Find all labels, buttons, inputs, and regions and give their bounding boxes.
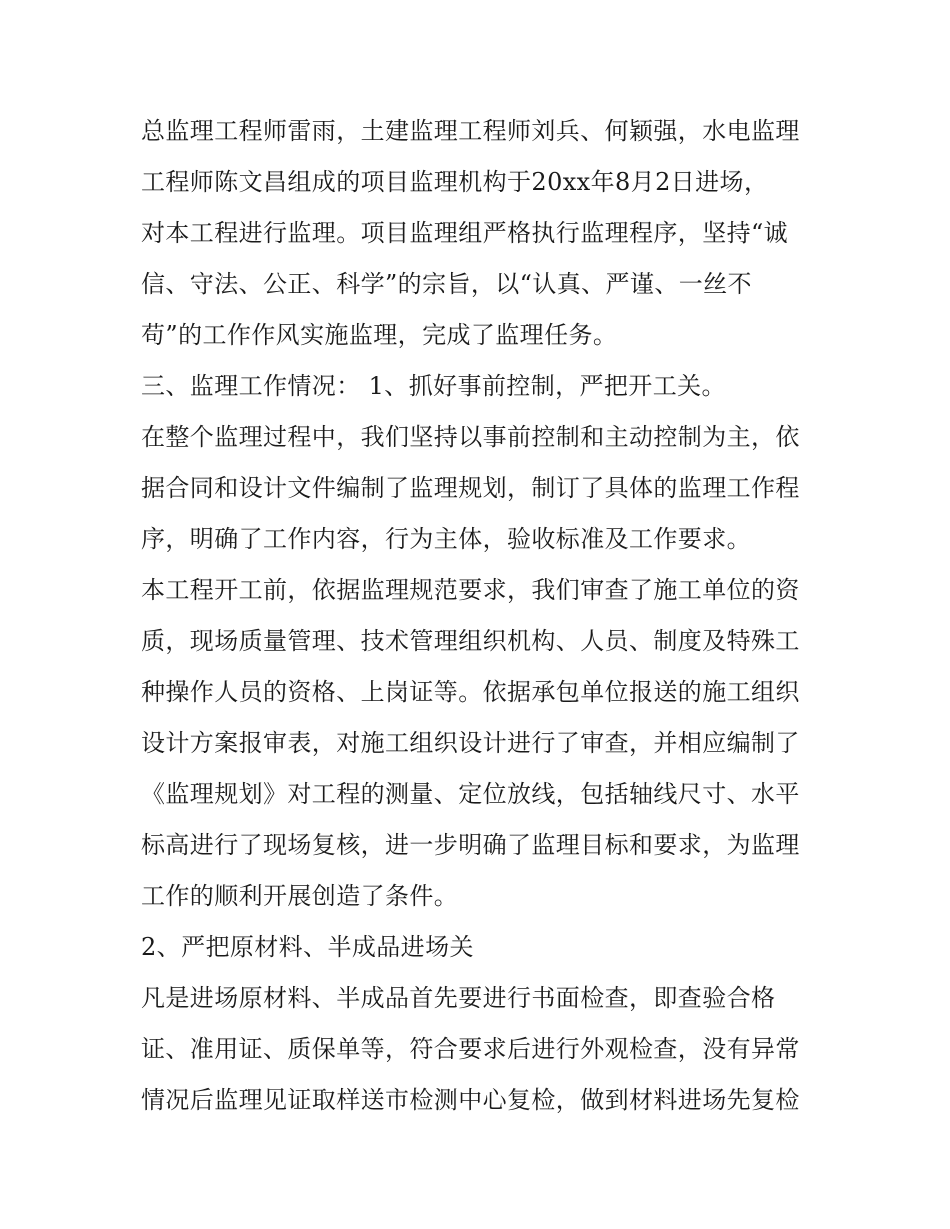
text-line: 凡是进场原材料、半成品首先要进行书面检查，即查验合格: [141, 984, 776, 1012]
text-line: 序，明确了工作内容，行为主体，验收标准及工作要求。: [141, 525, 751, 553]
text-line: 据合同和设计文件编制了监理规划，制订了具体的监理工作程: [141, 474, 800, 502]
text-line: 苟”的工作作风实施监理，完成了监理任务。: [141, 321, 618, 349]
text-line: 在整个监理过程中，我们坚持以事前控制和主动控制为主，依: [141, 423, 800, 451]
document-body: [141, 106, 821, 1126]
text-line: 本工程开工前，依据监理规范要求，我们审查了施工单位的资: [141, 576, 800, 604]
text-line: 工程师陈文昌组成的项目监理机构于20xx年8月2日进场，: [141, 168, 769, 196]
text-line: 种操作人员的资格、上岗证等。依据承包单位报送的施工组织: [141, 678, 800, 706]
text-line: 工作的顺利开展创造了条件。: [141, 882, 459, 910]
text-line: 情况后监理见证取样送市检测中心复检，做到材料进场先复检: [141, 1086, 800, 1114]
subsection-heading: 2、严把原材料、半成品进场关: [141, 933, 474, 961]
text-line: 对本工程进行监理。项目监理组严格执行监理程序，坚持“诚: [141, 219, 789, 247]
text-line: 证、准用证、质保单等，符合要求后进行外观检查，没有异常: [141, 1035, 800, 1063]
text-line: 质，现场质量管理、技术管理组织机构、人员、制度及特殊工: [141, 627, 800, 655]
section-heading: 三、监理工作情况： 1、抓好事前控制，严把开工关。: [141, 372, 726, 400]
text-line: 总监理工程师雷雨，土建监理工程师刘兵、何颖强，水电监理: [141, 117, 800, 145]
text-line: 《监理规划》对工程的测量、定位放线，包括轴线尺寸、水平: [141, 780, 800, 808]
text-line: 标高进行了现场复核，进一步明确了监理目标和要求，为监理: [141, 831, 800, 859]
text-line: 设计方案报审表，对施工组织设计进行了审查，并相应编制了: [141, 729, 800, 757]
text-line: 信、守法、公正、科学”的宗旨，以“认真、严谨、一丝不: [141, 270, 752, 298]
